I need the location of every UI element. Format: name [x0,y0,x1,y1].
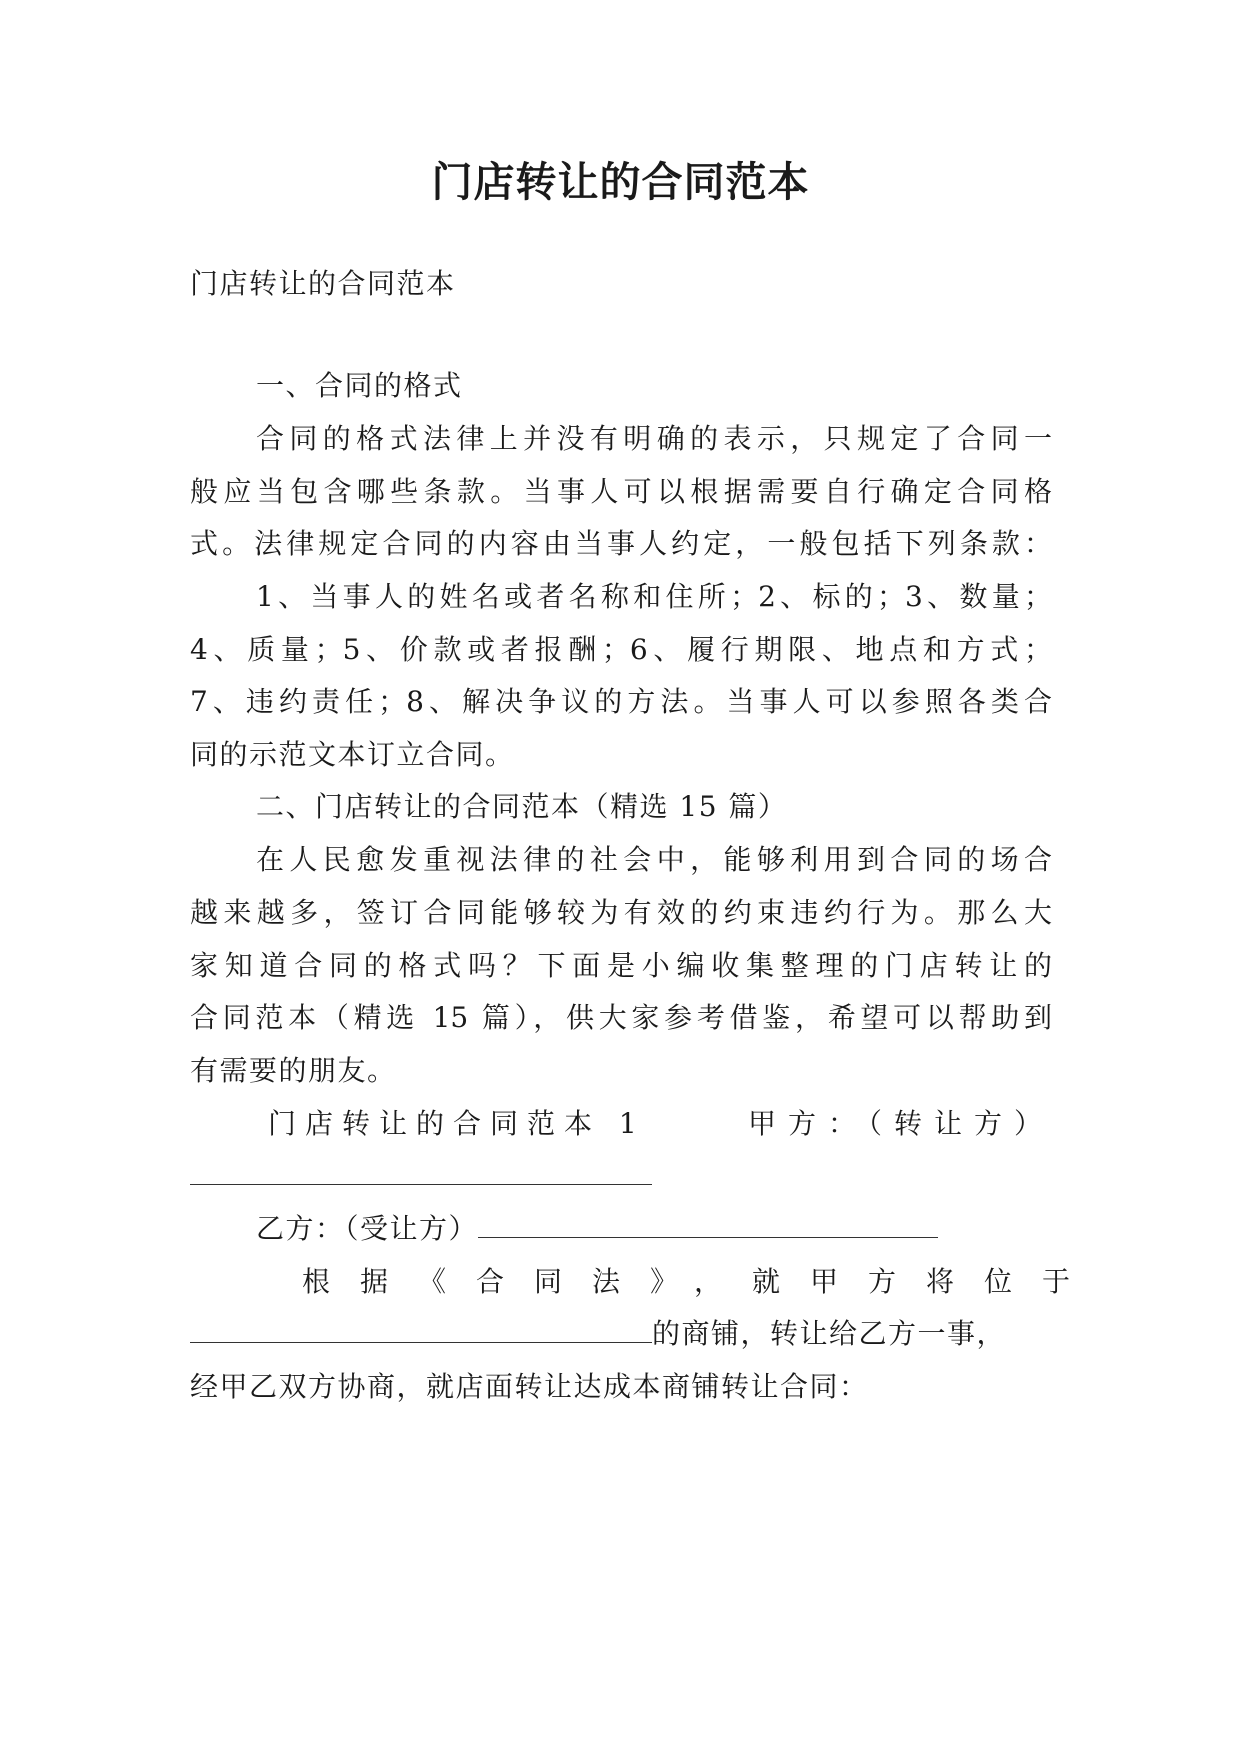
paragraph-line: 7、违约责任；8、解决争议的方法。当事人可以参照各类合 [190,685,1052,718]
paragraph-line: 般应当包含哪些条款。当事人可以根据需要自行确定合同格 [190,475,1052,508]
shop-address-row [190,1314,1052,1354]
paragraph-line: 合同范本（精选 15 篇），供大家参考借鉴，希望可以帮助到 [190,1001,1052,1034]
shop-address-blank[interactable] [190,1316,652,1343]
contract-1-heading: 门店转让的合同范本 1 [268,1107,646,1140]
party-a-blank[interactable] [190,1156,652,1196]
basis-line: 根据《合同法》，就甲方将位于 [302,1265,1101,1298]
paragraph-line: 1、当事人的姓名或者名称和住所；2、标的；3、数量； [256,580,1052,613]
party-b-label: 乙方：（受让方） [256,1212,479,1245]
paragraph-line: 经甲乙双方协商，就店面转让达成本商铺转让合同： [190,1370,869,1403]
paragraph-line: 越来越多，签订合同能够较为有效的约束违约行为。那么大 [190,896,1052,929]
party-b-row [256,1209,1052,1249]
section-heading-format: 一、合同的格式 [256,369,463,402]
shop-suffix: 的商铺，转让给乙方一事， [652,1317,1007,1350]
paragraph-line: 式。法律规定合同的内容由当事人约定，一般包括下列条款： [190,527,1052,560]
document-title: 门店转让的合同范本 [431,158,810,206]
party-b-blank[interactable] [478,1211,938,1238]
paragraph-line: 在人民愈发重视法律的社会中，能够利用到合同的场合 [256,843,1052,876]
document-subtitle: 门店转让的合同范本 [190,267,456,300]
paragraph-line: 同的示范文本订立合同。 [190,738,515,771]
paragraph-line: 合同的格式法律上并没有明确的表示，只规定了合同一 [256,422,1052,455]
paragraph-line: 4、质量；5、价款或者报酬；6、履行期限、地点和方式； [190,633,1052,666]
paragraph-line: 有需要的朋友。 [190,1054,397,1087]
paragraph-line: 家知道合同的格式吗？下面是小编收集整理的门店转让的 [190,949,1052,982]
party-a-label: 甲方：（转让方） [748,1107,1055,1140]
section-heading-samples: 二、门店转让的合同范本（精选 15 篇） [256,790,788,823]
